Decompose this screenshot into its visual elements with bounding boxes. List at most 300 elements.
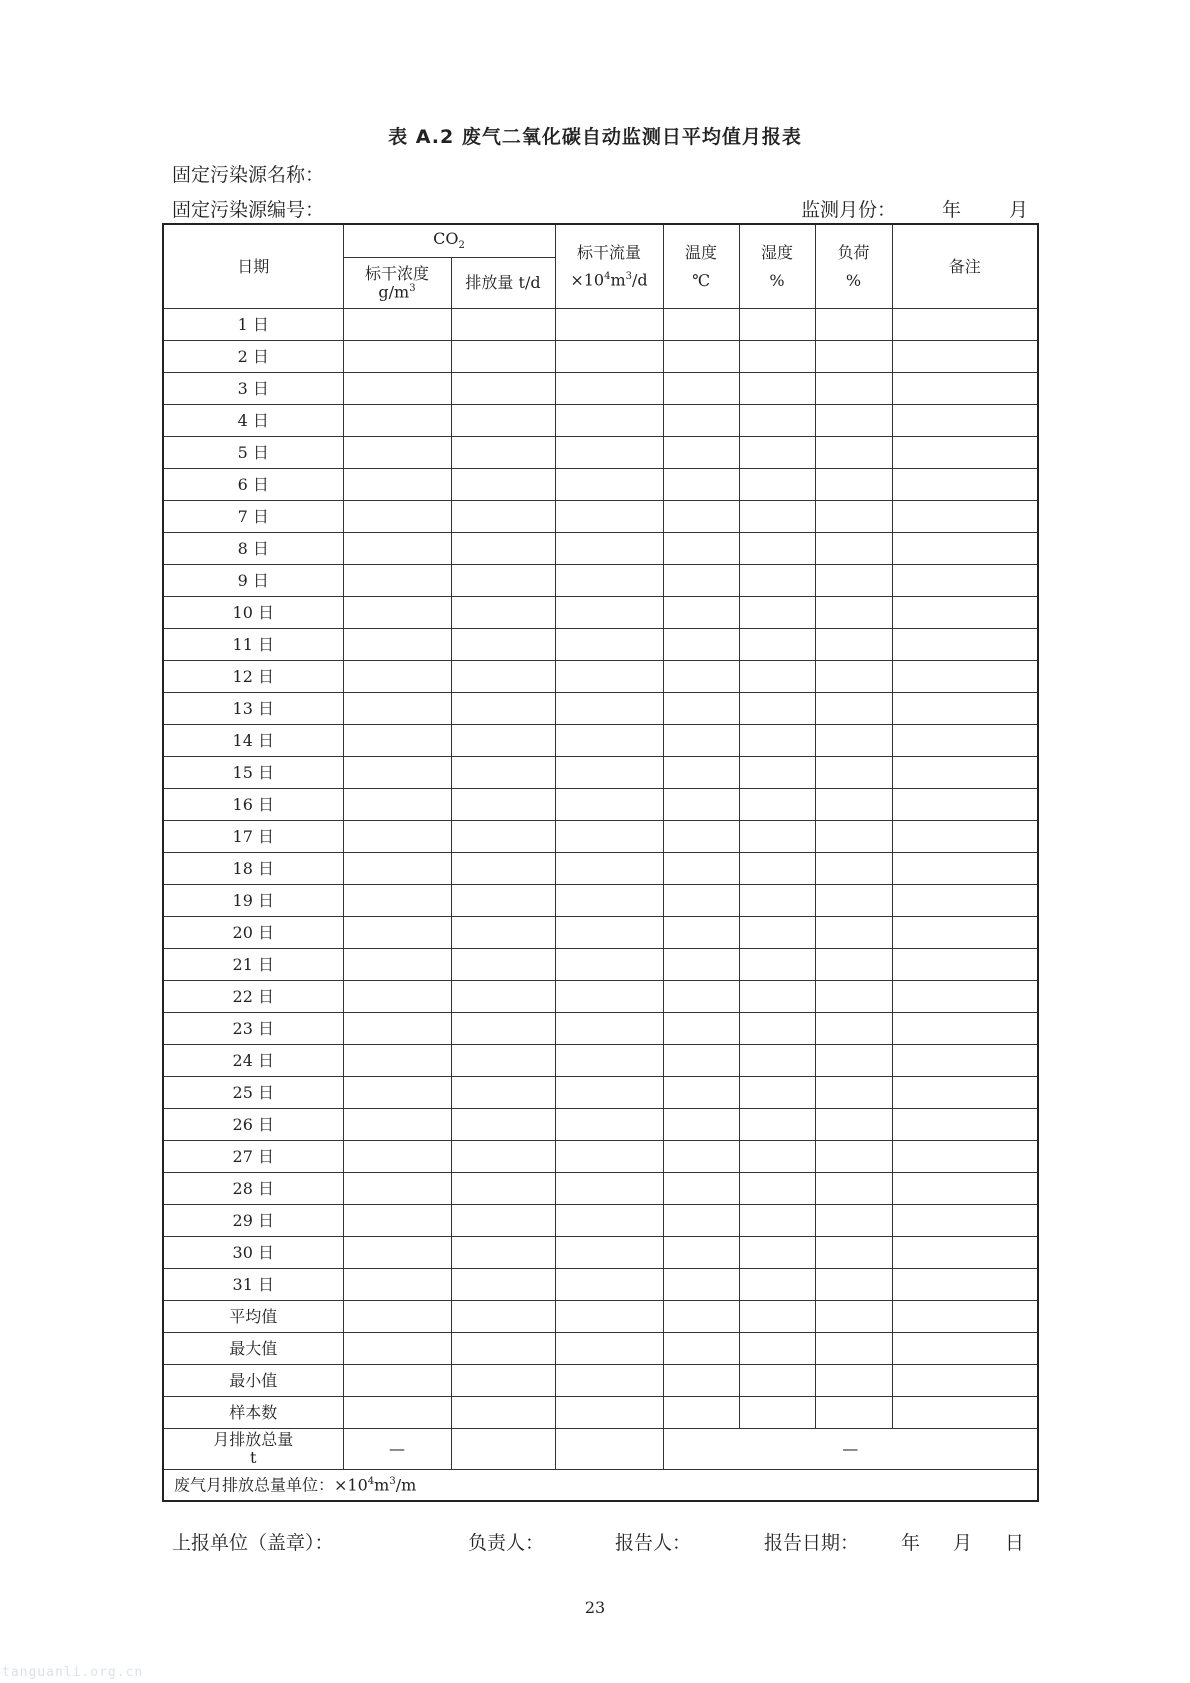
- total-label-line1: 月排放总量: [213, 1430, 294, 1450]
- data-cell[interactable]: [343, 853, 451, 885]
- data-cell[interactable]: [451, 1205, 555, 1237]
- unit-note-row: [163, 1470, 1038, 1502]
- data-cell[interactable]: [663, 437, 739, 469]
- page-title: 表 A.2 废气二氧化碳自动监测日平均值月报表: [388, 126, 802, 148]
- data-cell[interactable]: [663, 597, 739, 629]
- data-cell[interactable]: [739, 469, 815, 501]
- data-cell[interactable]: [555, 1045, 663, 1077]
- data-cell[interactable]: [555, 597, 663, 629]
- data-cell[interactable]: [663, 1301, 739, 1333]
- data-cell[interactable]: [343, 309, 451, 341]
- data-cell[interactable]: [663, 469, 739, 501]
- data-cell[interactable]: [555, 533, 663, 565]
- data-cell[interactable]: [451, 1397, 555, 1429]
- data-cell[interactable]: [739, 1077, 815, 1109]
- footer-person: 负责人：: [468, 1532, 545, 1554]
- data-cell[interactable]: [663, 1269, 739, 1301]
- data-cell[interactable]: [815, 853, 892, 885]
- data-cell[interactable]: [555, 1301, 663, 1333]
- monitor-month-month: 月: [1008, 199, 1028, 221]
- conc-unit: [344, 283, 451, 301]
- data-cell[interactable]: [343, 1397, 451, 1429]
- data-cell[interactable]: [892, 1365, 1038, 1397]
- data-cell[interactable]: [555, 469, 663, 501]
- data-cell[interactable]: [739, 917, 815, 949]
- data-cell[interactable]: [815, 629, 892, 661]
- conc-label: 标干浓度: [364, 264, 429, 284]
- data-cell[interactable]: [815, 949, 892, 981]
- day-rows: [163, 309, 1038, 1301]
- data-cell[interactable]: [451, 597, 555, 629]
- data-cell[interactable]: [739, 1109, 815, 1141]
- day-label: 23 日: [163, 1013, 343, 1045]
- data-cell[interactable]: [663, 501, 739, 533]
- data-cell[interactable]: [451, 1077, 555, 1109]
- data-cell[interactable]: [555, 1237, 663, 1269]
- data-cell[interactable]: [555, 885, 663, 917]
- data-cell[interactable]: [663, 309, 739, 341]
- watermark: tanguanli.org.cn: [2, 1665, 144, 1680]
- data-cell[interactable]: [343, 373, 451, 405]
- co2-text: CO: [433, 229, 459, 249]
- data-cell[interactable]: [555, 1077, 663, 1109]
- unit-note-end: /m: [395, 1475, 417, 1495]
- day-row: [163, 565, 1038, 597]
- data-cell[interactable]: [451, 821, 555, 853]
- day-row: [163, 597, 1038, 629]
- data-cell[interactable]: [892, 693, 1038, 725]
- data-cell[interactable]: [892, 789, 1038, 821]
- data-cell[interactable]: [739, 1365, 815, 1397]
- data-cell[interactable]: [451, 693, 555, 725]
- data-cell[interactable]: [892, 373, 1038, 405]
- data-cell[interactable]: [451, 1301, 555, 1333]
- load-unit: %: [845, 270, 862, 290]
- data-cell[interactable]: [739, 885, 815, 917]
- data-cell[interactable]: [815, 789, 892, 821]
- footer-year: 年: [901, 1532, 921, 1554]
- data-cell[interactable]: [451, 437, 555, 469]
- flow-unit: [556, 271, 663, 289]
- data-cell[interactable]: [663, 789, 739, 821]
- data-cell[interactable]: [739, 1237, 815, 1269]
- data-cell[interactable]: [892, 1237, 1038, 1269]
- unit-note-sup2: 3: [389, 1476, 396, 1488]
- data-cell[interactable]: [555, 1397, 663, 1429]
- data-cell[interactable]: [892, 725, 1038, 757]
- day-row: [163, 949, 1038, 981]
- data-cell[interactable]: [343, 789, 451, 821]
- data-cell[interactable]: [663, 853, 739, 885]
- data-cell[interactable]: [663, 1397, 739, 1429]
- data-cell[interactable]: [555, 1333, 663, 1365]
- data-cell[interactable]: [451, 1013, 555, 1045]
- day-label: 2 日: [163, 341, 343, 373]
- data-cell[interactable]: [892, 405, 1038, 437]
- data-cell[interactable]: [343, 1045, 451, 1077]
- header-row-1: [163, 224, 1038, 258]
- data-cell[interactable]: [739, 309, 815, 341]
- data-cell[interactable]: [555, 693, 663, 725]
- data-cell[interactable]: [663, 1173, 739, 1205]
- data-cell[interactable]: [343, 1301, 451, 1333]
- data-cell[interactable]: [815, 885, 892, 917]
- data-cell[interactable]: [663, 693, 739, 725]
- data-cell[interactable]: [815, 1365, 892, 1397]
- data-cell[interactable]: [739, 533, 815, 565]
- data-cell[interactable]: [663, 1205, 739, 1237]
- data-cell[interactable]: [892, 949, 1038, 981]
- day-row: [163, 501, 1038, 533]
- data-cell[interactable]: [663, 949, 739, 981]
- data-cell[interactable]: [663, 373, 739, 405]
- data-cell[interactable]: [663, 1333, 739, 1365]
- data-cell[interactable]: [343, 565, 451, 597]
- data-cell[interactable]: [343, 917, 451, 949]
- data-cell[interactable]: [739, 789, 815, 821]
- data-cell[interactable]: [555, 1205, 663, 1237]
- day-label: 11 日: [163, 629, 343, 661]
- data-cell[interactable]: [451, 1333, 555, 1365]
- data-cell[interactable]: [892, 565, 1038, 597]
- data-cell[interactable]: [892, 533, 1038, 565]
- data-cell[interactable]: [815, 1301, 892, 1333]
- data-cell[interactable]: [892, 1173, 1038, 1205]
- day-row: [163, 725, 1038, 757]
- data-cell[interactable]: [892, 1397, 1038, 1429]
- data-cell[interactable]: [451, 1365, 555, 1397]
- data-cell[interactable]: [555, 341, 663, 373]
- data-cell[interactable]: [739, 1141, 815, 1173]
- data-cell[interactable]: [555, 757, 663, 789]
- data-cell[interactable]: [663, 1141, 739, 1173]
- header-emission: 排放量 t/d: [451, 258, 555, 309]
- data-cell[interactable]: [451, 629, 555, 661]
- data-cell[interactable]: [343, 1077, 451, 1109]
- data-cell[interactable]: [343, 1365, 451, 1397]
- data-cell[interactable]: [892, 437, 1038, 469]
- day-row: [163, 629, 1038, 661]
- data-cell[interactable]: [815, 821, 892, 853]
- day-row: [163, 1109, 1038, 1141]
- temp-label: 温度: [685, 242, 718, 262]
- data-cell[interactable]: [739, 821, 815, 853]
- data-cell[interactable]: [663, 565, 739, 597]
- data-cell[interactable]: [451, 917, 555, 949]
- data-cell[interactable]: [343, 1109, 451, 1141]
- day-row: [163, 789, 1038, 821]
- data-cell[interactable]: [663, 821, 739, 853]
- data-cell[interactable]: [451, 885, 555, 917]
- data-cell[interactable]: [555, 853, 663, 885]
- data-cell[interactable]: [451, 565, 555, 597]
- data-cell[interactable]: [892, 1205, 1038, 1237]
- data-cell[interactable]: [815, 1205, 892, 1237]
- data-cell[interactable]: [451, 373, 555, 405]
- data-cell[interactable]: [815, 1045, 892, 1077]
- data-cell[interactable]: [343, 469, 451, 501]
- data-cell[interactable]: [451, 1141, 555, 1173]
- data-cell[interactable]: [739, 757, 815, 789]
- data-cell[interactable]: [555, 1013, 663, 1045]
- data-cell[interactable]: [343, 1237, 451, 1269]
- total-emission-cell[interactable]: [451, 1429, 555, 1470]
- data-cell[interactable]: [815, 437, 892, 469]
- flow-unit-b: m: [610, 270, 626, 290]
- data-cell[interactable]: [555, 309, 663, 341]
- data-cell[interactable]: [739, 949, 815, 981]
- day-row: [163, 661, 1038, 693]
- data-cell[interactable]: [343, 661, 451, 693]
- data-cell[interactable]: [663, 917, 739, 949]
- data-cell[interactable]: [815, 1397, 892, 1429]
- data-cell[interactable]: [815, 757, 892, 789]
- data-cell[interactable]: [555, 373, 663, 405]
- data-cell[interactable]: [892, 1301, 1038, 1333]
- data-cell[interactable]: [555, 949, 663, 981]
- data-cell[interactable]: [739, 661, 815, 693]
- data-cell[interactable]: [451, 1237, 555, 1269]
- data-cell[interactable]: [739, 341, 815, 373]
- data-cell[interactable]: [815, 373, 892, 405]
- data-cell[interactable]: [343, 1269, 451, 1301]
- day-row: [163, 1173, 1038, 1205]
- data-cell[interactable]: [663, 981, 739, 1013]
- data-cell[interactable]: [343, 981, 451, 1013]
- data-cell[interactable]: [663, 533, 739, 565]
- data-cell[interactable]: [892, 661, 1038, 693]
- data-cell[interactable]: [555, 981, 663, 1013]
- data-cell[interactable]: [663, 405, 739, 437]
- data-cell[interactable]: [663, 1365, 739, 1397]
- data-cell[interactable]: [892, 1269, 1038, 1301]
- data-cell[interactable]: [815, 1173, 892, 1205]
- data-cell[interactable]: [451, 789, 555, 821]
- data-cell[interactable]: [739, 373, 815, 405]
- data-cell[interactable]: [343, 949, 451, 981]
- data-cell[interactable]: [815, 917, 892, 949]
- data-cell[interactable]: [555, 437, 663, 469]
- data-cell[interactable]: [451, 1173, 555, 1205]
- day-label: 25 日: [163, 1077, 343, 1109]
- day-row: [163, 1141, 1038, 1173]
- data-cell[interactable]: [892, 1013, 1038, 1045]
- footer-month: 月: [953, 1532, 973, 1554]
- day-label: 30 日: [163, 1237, 343, 1269]
- data-cell[interactable]: [892, 757, 1038, 789]
- data-cell[interactable]: [555, 789, 663, 821]
- data-cell[interactable]: [892, 629, 1038, 661]
- data-cell[interactable]: [815, 661, 892, 693]
- data-cell[interactable]: [451, 309, 555, 341]
- data-cell[interactable]: [739, 1205, 815, 1237]
- data-cell[interactable]: [451, 1109, 555, 1141]
- data-cell[interactable]: [739, 1397, 815, 1429]
- data-cell[interactable]: [555, 405, 663, 437]
- data-cell[interactable]: [739, 565, 815, 597]
- data-cell[interactable]: [892, 853, 1038, 885]
- data-cell[interactable]: [451, 949, 555, 981]
- data-cell[interactable]: [739, 437, 815, 469]
- data-cell[interactable]: [343, 501, 451, 533]
- data-cell[interactable]: [555, 1109, 663, 1141]
- data-cell[interactable]: [555, 821, 663, 853]
- data-cell[interactable]: [343, 1173, 451, 1205]
- data-cell[interactable]: [451, 1269, 555, 1301]
- data-cell[interactable]: [739, 1045, 815, 1077]
- data-cell[interactable]: [343, 597, 451, 629]
- data-cell[interactable]: [815, 1269, 892, 1301]
- data-cell[interactable]: [343, 1141, 451, 1173]
- source-name-label: 固定污染源名称：: [172, 164, 325, 186]
- data-cell[interactable]: [555, 629, 663, 661]
- data-cell[interactable]: [663, 661, 739, 693]
- data-cell[interactable]: [451, 1045, 555, 1077]
- data-cell[interactable]: [555, 1141, 663, 1173]
- data-cell[interactable]: [892, 469, 1038, 501]
- data-cell[interactable]: [815, 501, 892, 533]
- stat-label: 最小值: [163, 1365, 343, 1397]
- data-cell[interactable]: [892, 821, 1038, 853]
- data-cell[interactable]: [451, 661, 555, 693]
- temp-unit: ℃: [692, 270, 710, 290]
- data-cell[interactable]: [663, 757, 739, 789]
- data-cell[interactable]: [663, 1077, 739, 1109]
- data-cell[interactable]: [892, 597, 1038, 629]
- data-cell[interactable]: [343, 533, 451, 565]
- monitor-month: [801, 195, 1028, 222]
- data-cell[interactable]: [815, 725, 892, 757]
- data-cell[interactable]: [343, 405, 451, 437]
- data-cell[interactable]: [451, 341, 555, 373]
- data-cell[interactable]: [555, 725, 663, 757]
- data-cell[interactable]: [892, 1141, 1038, 1173]
- data-cell[interactable]: [451, 981, 555, 1013]
- data-cell[interactable]: [739, 1301, 815, 1333]
- data-cell[interactable]: [343, 1333, 451, 1365]
- data-cell[interactable]: [815, 1077, 892, 1109]
- stat-row: [163, 1397, 1038, 1429]
- data-cell[interactable]: [892, 1077, 1038, 1109]
- data-cell[interactable]: [739, 597, 815, 629]
- data-cell[interactable]: [343, 437, 451, 469]
- data-cell[interactable]: [343, 757, 451, 789]
- total-label-line2: t: [250, 1448, 257, 1467]
- data-cell[interactable]: [663, 885, 739, 917]
- data-cell[interactable]: [892, 917, 1038, 949]
- data-cell[interactable]: [739, 981, 815, 1013]
- data-cell[interactable]: [663, 725, 739, 757]
- data-cell[interactable]: [815, 597, 892, 629]
- day-label: 3 日: [163, 373, 343, 405]
- data-cell[interactable]: [892, 1045, 1038, 1077]
- data-cell[interactable]: [892, 309, 1038, 341]
- data-cell[interactable]: [451, 501, 555, 533]
- load-label: 负荷: [837, 242, 870, 262]
- data-cell[interactable]: [739, 501, 815, 533]
- data-cell[interactable]: [555, 661, 663, 693]
- data-cell[interactable]: [739, 853, 815, 885]
- data-cell[interactable]: [555, 501, 663, 533]
- data-cell[interactable]: [555, 917, 663, 949]
- data-cell[interactable]: [663, 1109, 739, 1141]
- data-cell[interactable]: [663, 1045, 739, 1077]
- data-cell[interactable]: [663, 629, 739, 661]
- data-cell[interactable]: [815, 1237, 892, 1269]
- data-cell[interactable]: [815, 1013, 892, 1045]
- data-cell[interactable]: [739, 629, 815, 661]
- data-cell[interactable]: [343, 885, 451, 917]
- data-cell[interactable]: [451, 853, 555, 885]
- data-cell[interactable]: [739, 1013, 815, 1045]
- data-cell[interactable]: [555, 1365, 663, 1397]
- data-cell[interactable]: [451, 725, 555, 757]
- data-cell[interactable]: [815, 693, 892, 725]
- data-cell[interactable]: [555, 565, 663, 597]
- data-cell[interactable]: [892, 1333, 1038, 1365]
- data-cell[interactable]: [815, 341, 892, 373]
- data-cell[interactable]: [343, 1013, 451, 1045]
- data-cell[interactable]: [451, 469, 555, 501]
- data-cell[interactable]: [815, 1141, 892, 1173]
- day-label: 4 日: [163, 405, 343, 437]
- data-cell[interactable]: [815, 469, 892, 501]
- data-cell[interactable]: [815, 1109, 892, 1141]
- total-row: [163, 1429, 1038, 1470]
- data-cell[interactable]: [892, 981, 1038, 1013]
- day-label: 7 日: [163, 501, 343, 533]
- data-cell[interactable]: [815, 533, 892, 565]
- day-row: [163, 757, 1038, 789]
- stat-label: 样本数: [163, 1397, 343, 1429]
- header-concentration: [343, 258, 451, 309]
- data-cell[interactable]: [815, 309, 892, 341]
- data-cell[interactable]: [815, 405, 892, 437]
- data-cell[interactable]: [343, 341, 451, 373]
- data-cell[interactable]: [815, 981, 892, 1013]
- total-flow-cell[interactable]: [555, 1429, 663, 1470]
- data-cell[interactable]: [343, 725, 451, 757]
- data-cell[interactable]: [343, 629, 451, 661]
- data-cell[interactable]: [451, 405, 555, 437]
- data-cell[interactable]: [343, 693, 451, 725]
- day-row: [163, 1013, 1038, 1045]
- data-cell[interactable]: [815, 565, 892, 597]
- data-cell[interactable]: [451, 533, 555, 565]
- header-humidity: [739, 224, 815, 309]
- flow-unit-sup1: 4: [604, 271, 611, 283]
- data-cell[interactable]: [663, 341, 739, 373]
- data-cell[interactable]: [739, 725, 815, 757]
- data-cell[interactable]: [815, 1333, 892, 1365]
- data-cell[interactable]: [343, 821, 451, 853]
- data-cell[interactable]: [892, 885, 1038, 917]
- data-cell[interactable]: [892, 1109, 1038, 1141]
- data-cell[interactable]: [555, 1269, 663, 1301]
- data-cell[interactable]: [892, 341, 1038, 373]
- data-cell[interactable]: [663, 1237, 739, 1269]
- data-cell[interactable]: [739, 693, 815, 725]
- data-cell[interactable]: [892, 501, 1038, 533]
- data-cell[interactable]: [739, 1269, 815, 1301]
- data-cell[interactable]: [739, 1333, 815, 1365]
- data-cell[interactable]: [343, 1205, 451, 1237]
- data-cell[interactable]: [663, 1013, 739, 1045]
- data-cell[interactable]: [739, 1173, 815, 1205]
- data-cell[interactable]: [739, 405, 815, 437]
- data-cell[interactable]: [555, 1173, 663, 1205]
- data-cell[interactable]: [451, 757, 555, 789]
